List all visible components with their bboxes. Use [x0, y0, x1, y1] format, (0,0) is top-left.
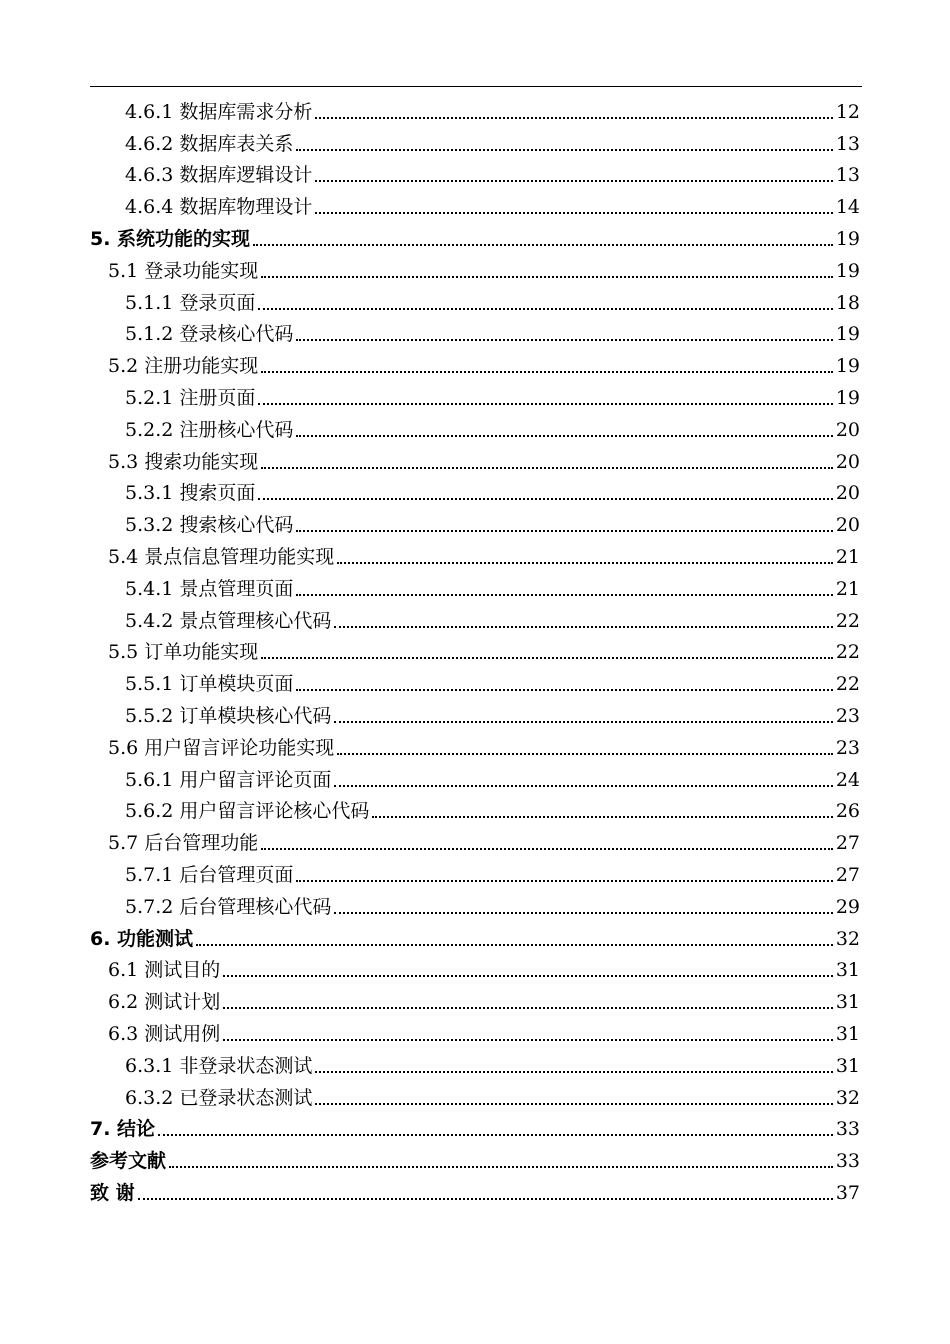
toc-entry-title: 4.6.4 数据库物理设计	[125, 196, 313, 219]
toc-entry[interactable]	[90, 984, 860, 1016]
toc-entry-title: 6.1 测试目的	[108, 959, 221, 982]
toc-entry-title: 6. 功能测试	[90, 927, 194, 950]
toc-entry-title: 5.1.2 登录核心代码	[125, 323, 294, 346]
toc-entry-title: 5.4 景点信息管理功能实现	[108, 545, 335, 568]
toc-entry-page-number: 32	[835, 1086, 860, 1109]
dot-leader	[258, 308, 832, 310]
dot-leader	[315, 180, 832, 182]
toc-entry-title: 5.5 订单功能实现	[108, 641, 259, 664]
toc-entry-title: 致 谢	[90, 1181, 135, 1204]
toc-entry-title: 5.2.1 注册页面	[125, 386, 256, 409]
toc-entry-title: 5.2.2 注册核心代码	[125, 418, 294, 441]
toc-entry[interactable]	[90, 158, 860, 190]
toc-entry-page-number: 21	[835, 545, 860, 568]
toc-entry-title: 5.3.1 搜索页面	[125, 482, 256, 505]
toc-entry-page-number: 14	[835, 196, 860, 219]
toc-entry-page-number: 37	[835, 1181, 860, 1204]
dot-leader	[261, 467, 833, 469]
toc-entry-title: 5.5.1 订单模块页面	[125, 673, 294, 696]
toc-entry[interactable]	[90, 762, 860, 794]
toc-entry-title: 5.1 登录功能实现	[108, 259, 259, 282]
toc-entry-page-number: 22	[835, 609, 860, 632]
toc-entry[interactable]	[90, 666, 860, 698]
dot-leader	[337, 753, 833, 755]
toc-entry-page-number: 24	[835, 768, 860, 791]
toc-entry-title: 5.4.1 景点管理页面	[125, 577, 294, 600]
dot-leader	[296, 594, 832, 596]
dot-leader	[372, 816, 832, 818]
toc-entry-page-number: 12	[835, 100, 860, 123]
toc-entry[interactable]	[90, 921, 860, 953]
dot-leader	[223, 1007, 833, 1009]
toc-entry-title: 6.3 测试用例	[108, 1022, 221, 1045]
toc-entry-page-number: 18	[835, 291, 860, 314]
toc-entry-page-number: 33	[835, 1118, 860, 1141]
dot-leader	[261, 371, 833, 373]
toc-entry[interactable]	[90, 317, 860, 349]
dot-leader	[261, 848, 833, 850]
toc-entry-page-number: 20	[835, 450, 860, 473]
toc-entry[interactable]	[90, 285, 860, 317]
dot-leader	[296, 689, 832, 691]
toc-entry-page-number: 20	[835, 514, 860, 537]
toc-entry[interactable]	[90, 953, 860, 985]
dot-leader	[196, 944, 833, 946]
toc-entry-page-number: 31	[835, 1054, 860, 1077]
toc-entry-title: 5.4.2 景点管理核心代码	[125, 609, 332, 632]
dot-leader	[315, 1103, 832, 1105]
toc-entry-title: 6.3.2 已登录状态测试	[125, 1086, 313, 1109]
dot-leader	[315, 1071, 832, 1073]
toc-entry-title: 5.7 后台管理功能	[108, 832, 259, 855]
toc-entry-title: 5.1.1 登录页面	[125, 291, 256, 314]
toc-entry[interactable]	[90, 221, 860, 253]
toc-entry-page-number: 31	[835, 1022, 860, 1045]
dot-leader	[334, 721, 832, 723]
toc-entry[interactable]	[90, 571, 860, 603]
toc-entry-title: 7. 结论	[90, 1118, 156, 1141]
toc-entry-page-number: 31	[835, 991, 860, 1014]
toc-entry[interactable]	[90, 1143, 860, 1175]
dot-leader	[158, 1134, 833, 1136]
toc-entry-page-number: 23	[835, 704, 860, 727]
toc-entry-page-number: 19	[835, 355, 860, 378]
dot-leader	[337, 562, 833, 564]
dot-leader	[296, 435, 832, 437]
toc-entry-title: 参考文献	[90, 1150, 167, 1173]
toc-entry-title: 5.6.1 用户留言评论页面	[125, 768, 332, 791]
toc-entry-title: 5.7.1 后台管理页面	[125, 863, 294, 886]
dot-leader	[258, 403, 832, 405]
toc-entry[interactable]	[90, 507, 860, 539]
toc-entry[interactable]	[90, 794, 860, 826]
dot-leader	[315, 117, 832, 119]
toc-entry[interactable]	[90, 825, 860, 857]
toc-entry-title: 5. 系统功能的实现	[90, 227, 251, 250]
toc-entry[interactable]	[90, 476, 860, 508]
toc-entry[interactable]	[90, 1016, 860, 1048]
toc-entry-page-number: 27	[835, 863, 860, 886]
toc-entry-title: 5.2 注册功能实现	[108, 355, 259, 378]
toc-entry-title: 5.5.2 订单模块核心代码	[125, 704, 332, 727]
toc-entry-title: 4.6.3 数据库逻辑设计	[125, 164, 313, 187]
toc-entry-title: 5.3 搜索功能实现	[108, 450, 259, 473]
toc-entry[interactable]	[90, 380, 860, 412]
toc-entry[interactable]	[90, 730, 860, 762]
toc-entry-title: 5.6.2 用户留言评论核心代码	[125, 800, 370, 823]
toc-entry-page-number: 20	[835, 418, 860, 441]
toc-entry[interactable]	[90, 857, 860, 889]
toc-entry-page-number: 19	[835, 227, 860, 250]
toc-entry[interactable]	[90, 189, 860, 221]
toc-entry-page-number: 19	[835, 259, 860, 282]
toc-entry[interactable]	[90, 698, 860, 730]
toc-entry[interactable]	[90, 348, 860, 380]
toc-entry-page-number: 26	[835, 800, 860, 823]
dot-leader	[334, 785, 832, 787]
toc-entry[interactable]	[90, 635, 860, 667]
toc-entry-title: 4.6.1 数据库需求分析	[125, 100, 313, 123]
toc-entry-title: 4.6.2 数据库表关系	[125, 132, 294, 155]
dot-leader	[334, 912, 832, 914]
toc-entry[interactable]	[90, 603, 860, 635]
toc-entry[interactable]	[90, 412, 860, 444]
toc-entry[interactable]	[90, 1175, 860, 1207]
dot-leader	[169, 1166, 833, 1168]
toc-entry-page-number: 13	[835, 164, 860, 187]
dot-leader	[223, 1039, 833, 1041]
toc-entry-title: 6.3.1 非登录状态测试	[125, 1054, 313, 1077]
toc-entry[interactable]	[90, 1080, 860, 1112]
dot-leader	[253, 244, 833, 246]
toc-entry[interactable]	[90, 539, 860, 571]
dot-leader	[296, 149, 832, 151]
dot-leader	[258, 498, 832, 500]
toc-entry[interactable]	[90, 126, 860, 158]
header-rule	[90, 86, 862, 87]
toc-entry-page-number: 22	[835, 673, 860, 696]
dot-leader	[223, 975, 833, 977]
dot-leader	[138, 1198, 833, 1200]
toc-entry-title: 5.3.2 搜索核心代码	[125, 514, 294, 537]
dot-leader	[261, 657, 833, 659]
dot-leader	[296, 339, 832, 341]
toc-entry-page-number: 20	[835, 482, 860, 505]
dot-leader	[296, 530, 832, 532]
toc-entry[interactable]	[90, 444, 860, 476]
toc-entry-title: 5.6 用户留言评论功能实现	[108, 736, 335, 759]
toc-entry[interactable]	[90, 889, 860, 921]
toc-entry-page-number: 23	[835, 736, 860, 759]
toc-entry-title: 5.7.2 后台管理核心代码	[125, 895, 332, 918]
toc-entry-page-number: 32	[835, 927, 860, 950]
dot-leader	[334, 626, 832, 628]
dot-leader	[315, 212, 832, 214]
toc-entry-page-number: 31	[835, 959, 860, 982]
toc-entry[interactable]	[90, 94, 860, 126]
dot-leader	[261, 276, 833, 278]
toc-entry-title: 6.2 测试计划	[108, 991, 221, 1014]
toc-entry-page-number: 29	[835, 895, 860, 918]
toc-entry-page-number: 22	[835, 641, 860, 664]
toc-entry-page-number: 19	[835, 323, 860, 346]
toc-entry-page-number: 21	[835, 577, 860, 600]
toc-entry-page-number: 33	[835, 1150, 860, 1173]
dot-leader	[296, 880, 832, 882]
toc-entry[interactable]	[90, 253, 860, 285]
toc-entry[interactable]	[90, 1048, 860, 1080]
table-of-contents	[90, 94, 860, 1207]
toc-entry-page-number: 27	[835, 832, 860, 855]
toc-entry-page-number: 13	[835, 132, 860, 155]
toc-entry-page-number: 19	[835, 386, 860, 409]
toc-entry[interactable]	[90, 1112, 860, 1144]
